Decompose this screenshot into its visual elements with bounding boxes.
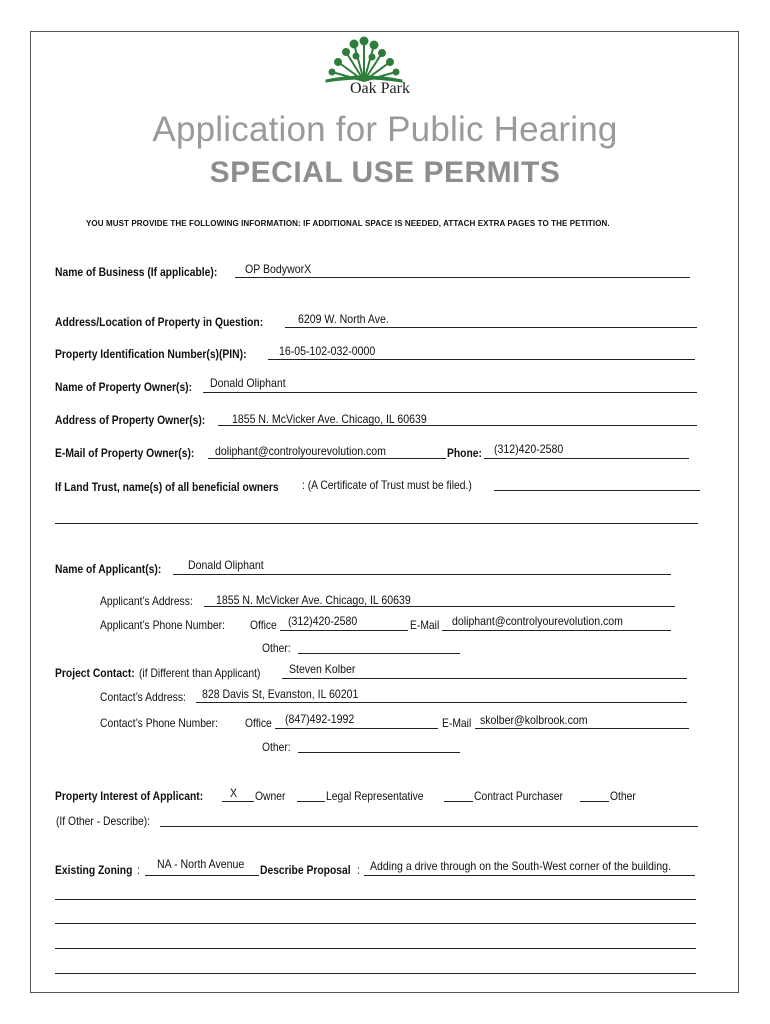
- contact-address-value: 828 Davis St, Evanston, IL 60201: [202, 687, 359, 701]
- interest-owner-checkbox[interactable]: [222, 801, 254, 802]
- contact-email-value: skolber@kolbrook.com: [480, 713, 588, 727]
- owner-address-value: 1855 N. McVicker Ave. Chicago, IL 60639: [232, 412, 427, 426]
- interest-legal-checkbox[interactable]: [297, 801, 325, 802]
- land-trust-label: If Land Trust, name(s) of all beneficial owners: [55, 480, 279, 494]
- applicant-email-field[interactable]: [442, 630, 671, 631]
- contact-office-field[interactable]: [275, 728, 438, 729]
- other-describe-field[interactable]: [160, 826, 698, 827]
- owner-name-value: Donald Oliphant: [210, 376, 286, 390]
- page-subtitle: SPECIAL USE PERMITS: [209, 156, 561, 189]
- contact-office-value: (847)492-1992: [285, 712, 355, 726]
- interest-owner-mark: X: [230, 786, 238, 800]
- owner-email-label: E-Mail of Property Owner(s):: [55, 446, 195, 460]
- land-trust-row: [55, 478, 315, 496]
- owner-name-field[interactable]: [203, 392, 697, 393]
- applicant-other-field[interactable]: [298, 653, 460, 654]
- address-location-field[interactable]: [285, 327, 697, 328]
- contact-other-field[interactable]: [298, 752, 460, 753]
- project-contact-value: Steven Kolber: [289, 662, 356, 676]
- owner-phone-label: Phone:: [447, 446, 482, 460]
- applicant-address-value: 1855 N. McVicker Ave. Chicago, IL 60639: [216, 593, 411, 607]
- applicant-address-label: Applicant’s Address:: [100, 594, 193, 608]
- project-contact-field[interactable]: [282, 678, 687, 679]
- owner-email-field[interactable]: [208, 458, 446, 459]
- interest-contract-checkbox[interactable]: [444, 801, 473, 802]
- interest-option-other: Other: [610, 789, 636, 803]
- applicant-office-field[interactable]: [280, 630, 408, 631]
- contact-address-field[interactable]: [196, 702, 687, 703]
- owner-address-label: Address of Property Owner(s):: [55, 413, 206, 427]
- contact-email-field[interactable]: [475, 728, 689, 729]
- existing-zoning-label: Existing Zoning: [55, 863, 133, 877]
- interest-option-legal: Legal Representative: [326, 789, 424, 803]
- property-interest-label: Property Interest of Applicant:: [55, 789, 204, 803]
- contact-other-label: Other:: [262, 740, 291, 754]
- contact-phone-label: Contact’s Phone Number:: [100, 716, 218, 730]
- applicant-email-value: doliphant@controlyourevolution.com: [452, 614, 623, 628]
- applicant-name-label: Name of Applicant(s):: [55, 562, 162, 576]
- business-name-label: Name of Business (If applicable):: [55, 265, 218, 279]
- applicant-name-value: Donald Oliphant: [188, 558, 264, 572]
- land-trust-field[interactable]: [494, 490, 700, 491]
- address-location-value: 6209 W. North Ave.: [298, 312, 389, 326]
- proposal-colon: :: [357, 863, 360, 877]
- applicant-name-field[interactable]: [173, 574, 671, 575]
- instructions-notice: YOU MUST PROVIDE THE FOLLOWING INFORMATION: IF ADDITIONAL SPACE IS NEEDED, ATTACH EXTRA PAGES TO THE PETITION.: [86, 219, 610, 228]
- contact-office-label: Office: [245, 716, 272, 730]
- describe-proposal-field[interactable]: [364, 875, 695, 876]
- interest-option-contract: Contract Purchaser: [474, 789, 563, 803]
- interest-option-owner: Owner: [255, 789, 286, 803]
- proposal-line-2[interactable]: [55, 899, 696, 900]
- project-contact-label: Project Contact:: [55, 666, 135, 680]
- owner-name-label: Name of Property Owner(s):: [55, 380, 193, 394]
- applicant-phone-label: Applicant’s Phone Number:: [100, 618, 225, 632]
- owner-email-value: doliphant@controlyourevolution.com: [215, 444, 386, 458]
- applicant-email-label: E-Mail: [410, 618, 440, 632]
- land-trust-note: : (A Certificate of Trust must be filed.): [302, 478, 472, 492]
- proposal-line-3[interactable]: [55, 923, 696, 924]
- contact-email-label: E-Mail: [442, 716, 472, 730]
- existing-zoning-value: NA - North Avenue: [157, 857, 245, 871]
- interest-other-checkbox[interactable]: [580, 801, 609, 802]
- describe-proposal-value: Adding a drive through on the South-West corner of the building.: [370, 859, 671, 873]
- land-trust-field-2[interactable]: [55, 523, 698, 524]
- pin-field[interactable]: [268, 359, 695, 360]
- owner-phone-value: (312)420-2580: [494, 442, 564, 456]
- project-contact-note: (if Different than Applicant): [139, 666, 261, 680]
- business-name-field[interactable]: [235, 277, 690, 278]
- business-name-value: OP BodyworX: [245, 262, 312, 276]
- applicant-other-label: Other:: [262, 641, 291, 655]
- existing-zoning-field[interactable]: [145, 875, 259, 876]
- proposal-line-4[interactable]: [55, 948, 696, 949]
- other-describe-label: (If Other - Describe):: [56, 814, 151, 828]
- logo-text: Oak Park: [350, 80, 410, 97]
- owner-phone-field[interactable]: [484, 458, 689, 459]
- applicant-office-label: Office: [250, 618, 277, 632]
- contact-address-label: Contact’s Address:: [100, 690, 186, 704]
- page-title: Application for Public Hearing: [152, 110, 618, 149]
- pin-label: Property Identification Number(s)(PIN):: [55, 347, 247, 361]
- describe-proposal-label: Describe Proposal: [260, 863, 351, 877]
- pin-value: 16-05-102-032-0000: [279, 344, 376, 358]
- proposal-line-5[interactable]: [55, 973, 696, 974]
- applicant-office-value: (312)420-2580: [288, 614, 358, 628]
- address-location-label: Address/Location of Property in Question:: [55, 315, 264, 329]
- zoning-colon: :: [137, 863, 140, 877]
